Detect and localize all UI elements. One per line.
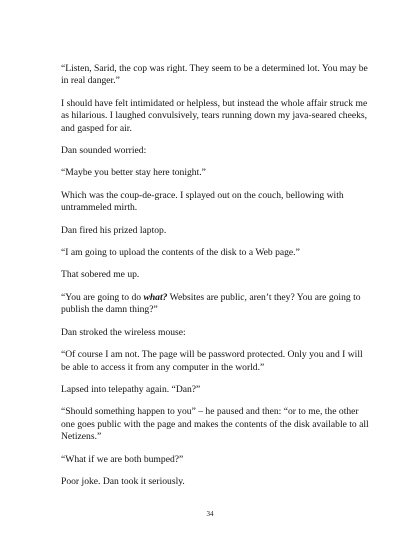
paragraph: Lapsed into telepathy again. “Dan?” (61, 383, 201, 395)
paragraph: Which was the coup-de-grace. I splayed out on the couch, bellowing with untrammeled mirth. (61, 189, 344, 214)
paragraph: Poor joke. Dan took it seriously. (61, 475, 185, 487)
paragraph: “Listen, Sarid, the cop was right. They seem to be a determined lot. You may be in real danger.” (61, 63, 368, 87)
paragraph: “I am going to upload the contents of the disk to a Web page.” (61, 247, 300, 259)
paragraph-text: Websites are public, aren’t they? You are going to publish the damn thing?” (61, 291, 361, 316)
paragraph-text: “You are going to do (61, 291, 144, 303)
paragraph: “Of course I am not. The page will be password protected. Only you and I will be able to access it from any computer in the world.” (61, 349, 363, 373)
paragraph: That sobered me up. (61, 269, 140, 281)
paragraph: Dan fired his prized laptop. (61, 224, 167, 236)
page-body (61, 63, 371, 498)
paragraph: “What if we are both bumped?” (61, 453, 184, 465)
paragraph: Dan stroked the wireless mouse: (61, 326, 186, 338)
paragraph: “Should something happen to you” – he paused and then: “or to me, the other one goes public with the page and makes the contents of the disk available to all Netizens.” (61, 406, 369, 443)
page-number: 34 (206, 510, 214, 518)
emphasized-word: what? (143, 291, 168, 303)
paragraph: “Maybe you better stay here tonight.” (61, 167, 206, 179)
paragraph: Dan sounded worried: (61, 145, 147, 157)
paragraph: I should have felt intimidated or helpless, but instead the whole affair struck me as hilarious. I laughed convulsively, tears running down my java-seared cheeks, and gasped for air. (61, 97, 368, 134)
paragraph (61, 292, 371, 317)
